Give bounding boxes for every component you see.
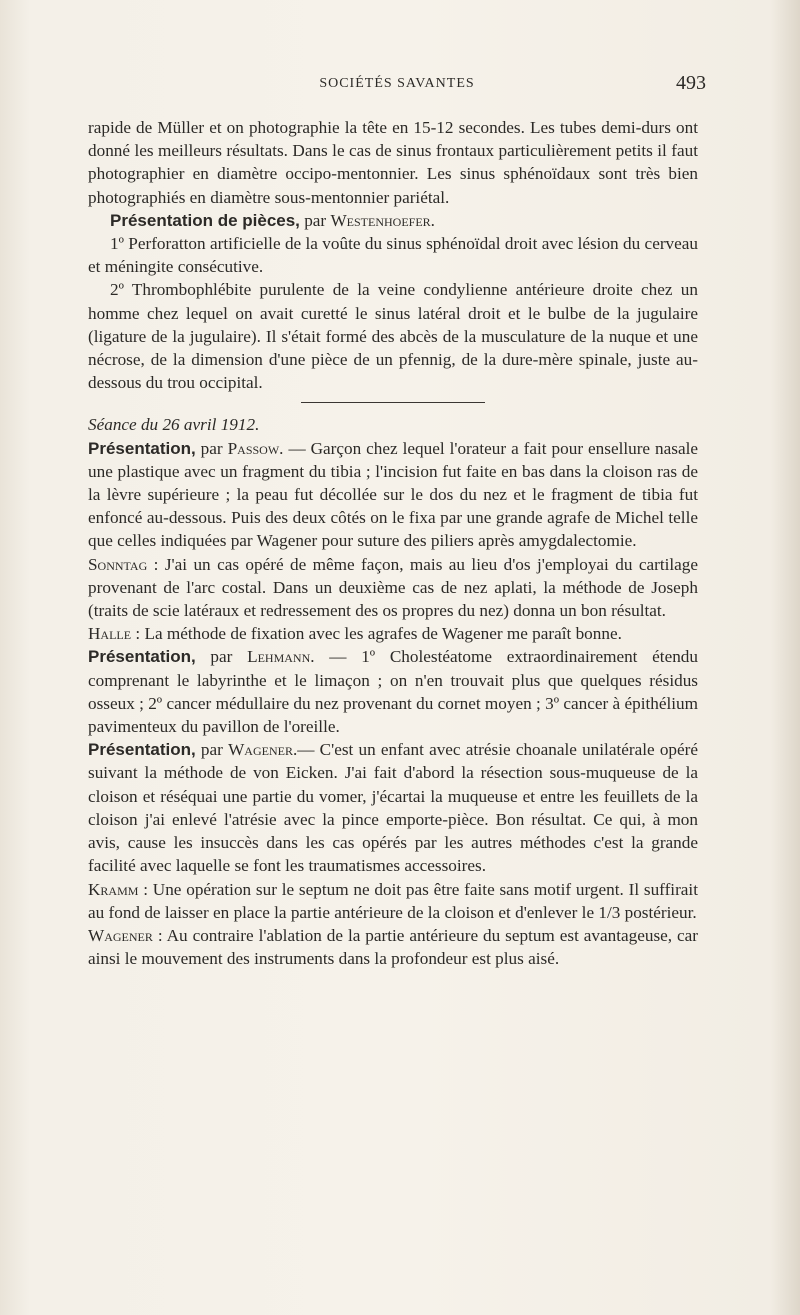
session-date: Séance du 26 avril 1912.	[88, 415, 260, 435]
paragraph-halle	[88, 622, 698, 645]
author-name: Passow.	[227, 438, 284, 458]
paragraph-kramm	[88, 878, 698, 924]
body-text	[88, 116, 698, 970]
author-name: Lehmann.	[247, 647, 315, 667]
speaker-name: Wagener	[88, 925, 153, 945]
paragraph-wagener	[88, 924, 698, 970]
presentation-heading: Présentation,	[88, 438, 196, 458]
paragraph-text: — 1º Cholestéatome extraordinairement étendu comprenant le labyrinthe et le limaçon ; on n'en trouvait plus que quelques résidus osseux ; 2º cancer médullaire du nez provenant du cornet moyen ; 3º cancer à épithélium pavimenteux du pavillon de l'oreille.	[88, 647, 698, 737]
section-divider	[301, 402, 485, 403]
paragraph-text: — Garçon chez lequel l'orateur a fait pour ensellure nasale une plastique avec un fragment du tibia ; l'incision fut faite en bas dans la cloison ras de la lèvre supérieure ; la peau fut décollée sur le dos du nez et le fragment de tibia fut enfoncé au-dessous. Puis des deux côtés on le fixa par une grande agrafe de Michel telle que celles indiquées par Wagener pour suture des piliers après amygdalectomie.	[88, 438, 698, 551]
paragraph-continuation: rapide de Müller et on photographie la tête en 15-12 secondes. Les tubes demi-durs ont donné les meilleurs résultats. Dans le cas de sinus frontaux particulièrement petits il faut photographier en diamètre occipo-mentonnier. Les sinus sphénoïdaux sont très bien photographiés en diamètre sous-mentonnier pariétal.	[88, 118, 698, 207]
running-title: SOCIÉTÉS SAVANTES	[319, 76, 475, 91]
author-name: Westenhoefer.	[330, 210, 435, 230]
paragraph-text: : La méthode de fixation avec les agrafes de Wagener me paraît bonne.	[131, 624, 622, 644]
speaker-name: Sonntag	[88, 554, 148, 574]
paragraph-text: : Au contraire l'ablation de la partie antérieure du septum est avantageuse, car ainsi le mouvement des instruments dans la profondeur est plus aisé.	[88, 925, 698, 969]
paragraph-sonntag	[88, 553, 698, 623]
paragraph-text: : Une opération sur le septum ne doit pas être faite sans motif urgent. Il suffirait au fond de laisser en place la partie antérieure de la cloison et d'enlever le 1/3 postérieur.	[88, 879, 698, 922]
paragraph-presentation-lehmann	[88, 645, 698, 738]
presentation-heading: Présentation,	[88, 647, 196, 667]
paragraph-item-2: 2º Thrombophlébite purulente de la veine condylienne antérieure droite chez un homme chez lequel on avait curetté le sinus latéral droit et le bulbe de la jugulaire (ligature de la jugulaire). Il s'était formé des abcès de la musculature de la nuque et une nécrose, de la dimension d'une pièce de un pfennig, de la dure-mère spinale, juste au-dessous du trou occipital.	[88, 280, 698, 393]
page-header	[88, 72, 706, 96]
by-word: par	[195, 438, 228, 458]
by-word: par	[299, 210, 331, 230]
speaker-name: Halle	[88, 624, 132, 644]
presentation-heading: Présentation de pièces,	[110, 210, 300, 230]
by-word: par	[195, 740, 229, 760]
paragraph-presentation-wagener	[88, 738, 698, 877]
paragraph-text: : J'ai un cas opéré de même façon, mais au lieu d'os j'employai du cartilage provenant de l'arc costal. Dans un deuxième cas de nez aplati, la méthode de Joseph (traits de scie latéraux et redressement des os propres du nez) donna un bon résultat.	[88, 554, 698, 621]
by-word: par	[195, 647, 248, 667]
paragraph-presentation-westenhoefer	[88, 209, 698, 232]
paragraph-presentation-passow	[88, 437, 698, 553]
page-number: 493	[676, 72, 706, 94]
paragraph-text: — C'est un enfant avec atrésie choanale unilatérale opéré suivant la méthode de von Eicken. J'ai fait d'abord la résection sous-muqueuse de la cloison et réséquai une partie du vomer, j'écartai la muqueuse et entre les feuillets de la cloison j'ai enlevé l'atrésie avec la pince emporte-pièce. Bon résultat. Ce qui, à mon avis, cause les insuccès dans les cas opérés par les autres méthodes c'est la grande facilité avec laquelle se font les traumatismes accessoires.	[88, 740, 698, 876]
author-name: Wagener.	[228, 740, 298, 760]
speaker-name: Kramm	[88, 879, 139, 899]
paragraph-item-1: 1º Perforatton artificielle de la voûte du sinus sphénoïdal droit avec lésion du cerveau et méningite consécutive.	[88, 234, 698, 277]
presentation-heading: Présentation,	[88, 740, 196, 760]
